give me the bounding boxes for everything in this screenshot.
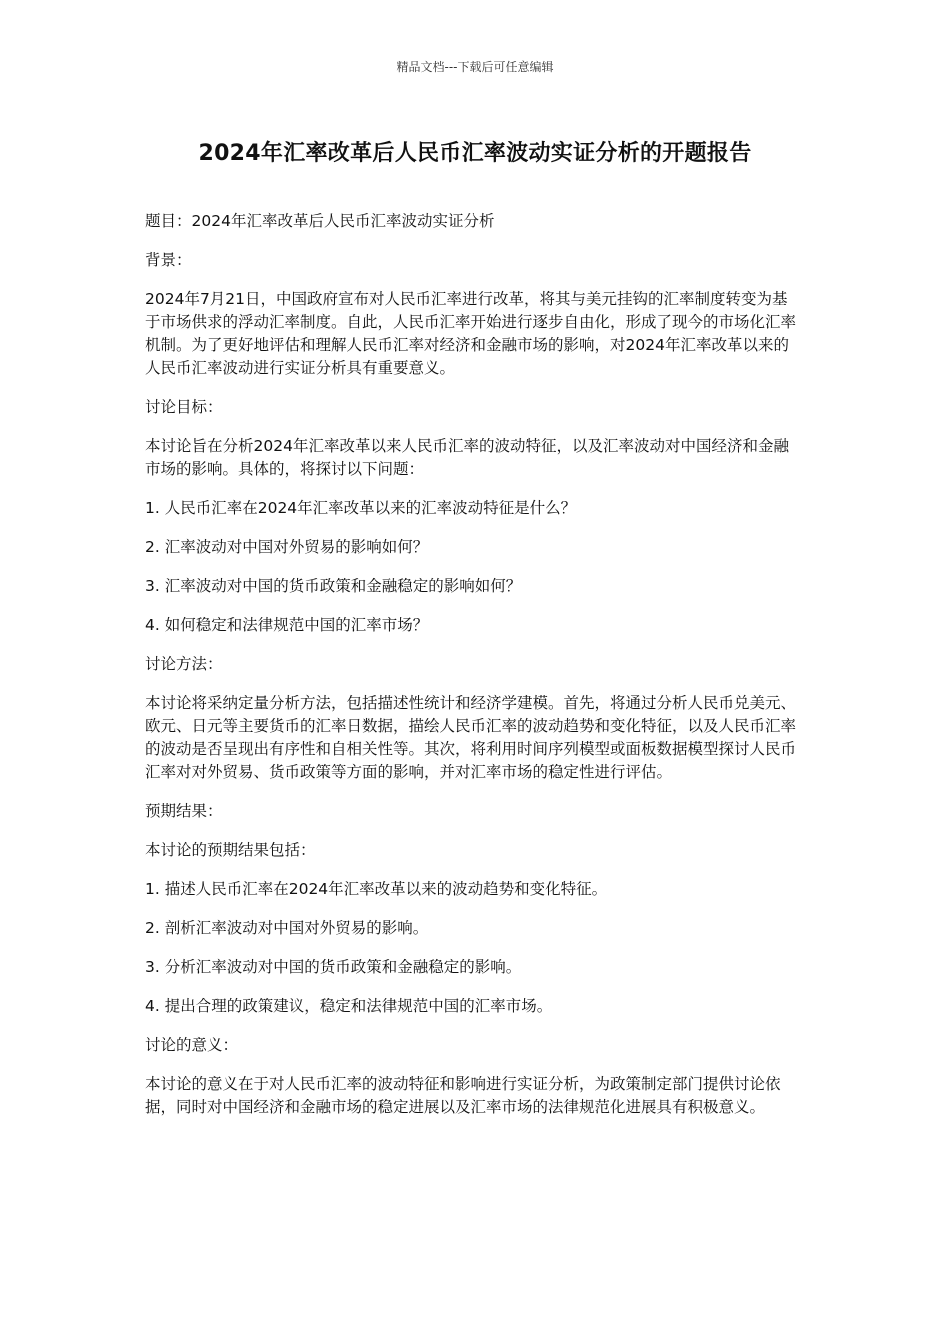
result-item: 3. 分析汇率波动对中国的货币政策和金融稳定的影响。 — [145, 958, 522, 976]
question-item: 3. 汇率波动对中国的货币政策和金融稳定的影响如何？ — [145, 577, 522, 595]
section-heading-significance: 讨论的意义： — [145, 1036, 239, 1054]
question-item: 2. 汇率波动对中国对外贸易的影响如何？ — [145, 538, 429, 556]
question-item: 1. 人民币汇率在2024年汇率改革以来的汇率波动特征是什么？ — [145, 499, 577, 517]
document-body — [145, 210, 800, 1135]
result-item: 4. 提出合理的政策建议，稳定和法律规范中国的汇率市场。 — [145, 997, 553, 1015]
section-heading-objectives: 讨论目标： — [145, 398, 223, 416]
section-heading-expected-results: 预期结果： — [145, 802, 223, 820]
document-title: 2024年汇率改革后人民币汇率波动实证分析的开题报告 — [198, 141, 752, 166]
result-item: 2. 剖析汇率波动对中国对外贸易的影响。 — [145, 919, 429, 937]
header-note: 精品文档---下载后可任意编辑 — [396, 60, 554, 74]
objectives-paragraph: 本讨论旨在分析2024年汇率改革以来人民币汇率的波动特征，以及汇率波动对中国经济和金融市场的影响。具体的，将探讨以下问题： — [145, 437, 789, 478]
result-item: 1. 描述人民币汇率在2024年汇率改革以来的波动趋势和变化特征。 — [145, 880, 608, 898]
topic-line: 题目：2024年汇率改革后人民币汇率波动实证分析 — [145, 212, 495, 230]
question-item: 4. 如何稳定和法律规范中国的汇率市场？ — [145, 616, 429, 634]
background-paragraph: 2024年7月21日，中国政府宣布对人民币汇率进行改革，将其与美元挂钩的汇率制度转变为基于市场供求的浮动汇率制度。自此，人民币汇率开始进行逐步自由化，形成了现今的市场化汇率机制。为了更好地评估和理解人民币汇率对经济和金融市场的影响，对2024年汇率改革以来的人民币汇率波动进行实证分析具有重要意义。 — [145, 290, 797, 377]
expected-results-intro: 本讨论的预期结果包括： — [145, 841, 316, 859]
methods-paragraph: 本讨论将采纳定量分析方法，包括描述性统计和经济学建模。首先，将通过分析人民币兑美元、欧元、日元等主要货币的汇率日数据，描绘人民币汇率的波动趋势和变化特征，以及人民币汇率的波动是否呈现出有序性和自相关性等。其次，将利用时间序列模型或面板数据模型探讨人民币汇率对对外贸易、货币政策等方面的影响，并对汇率市场的稳定性进行评估。 — [145, 694, 797, 781]
significance-paragraph: 本讨论的意义在于对人民币汇率的波动特征和影响进行实证分析，为政策制定部门提供讨论依据，同时对中国经济和金融市场的稳定进展以及汇率市场的法律规范化进展具有积极意义。 — [145, 1075, 781, 1116]
section-heading-background: 背景： — [145, 251, 192, 269]
section-heading-methods: 讨论方法： — [145, 655, 223, 673]
